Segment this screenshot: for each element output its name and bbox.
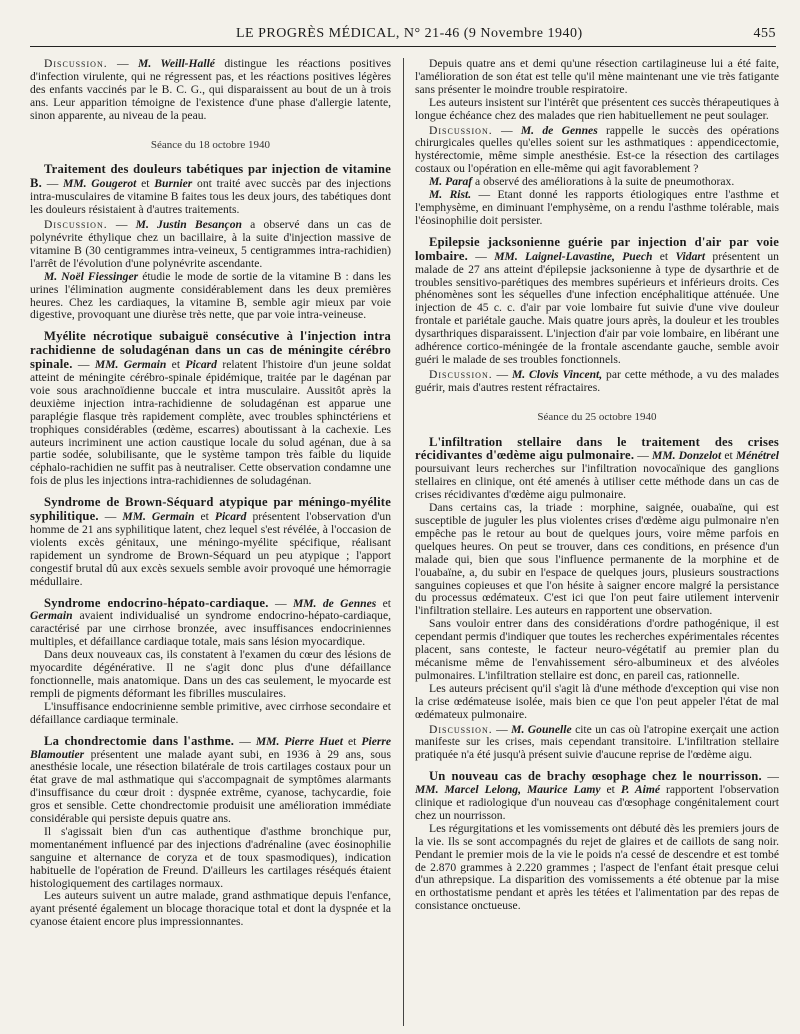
article-paragraph: L'infiltration stellaire dans le traitement des crises récidivantes d'œdème aigu pulmonaire. — MM. Donzelot et Ménétrel poursuivant leurs recherches sur l'infiltration novocaïnique des ganglions stellaires en clinique, ont été amenés à utiliser cette méthode dans un cas de crises récidivantes d'œdème aigu pulmonaire. — [415, 434, 779, 502]
article-paragraph: Les auteurs suivent un autre malade, grand asthmatique depuis l'enfance, ayant présenté également un blocage thoracique total et dont la dyspnée et la cyanose étaient encore plus impressionnantes. — [30, 889, 391, 929]
article-title: Syndrome endocrino-hépato-cardiaque. — [44, 595, 269, 610]
discussion-paragraph: Discussion. — M. Clovis Vincent, par cette méthode, a vu des malades guérir, mais d'autres restent réfractaires. — [415, 367, 779, 394]
session-heading: Séance du 25 octobre 1940 — [537, 410, 657, 423]
article-title: Un nouveau cas de brachy œsophage chez le nourrisson. — [429, 769, 762, 784]
article-jacksonian-epilepsy — [415, 236, 779, 395]
article-endocrino-hepato-cardiac — [30, 597, 391, 727]
article-paragraph: Les régurgitations et les vomissements ont débuté dès les premiers jours de la vie. Ils se sont accompagnés du rejet de glaires et de caillots de sang noir. Pendant le premier mois de la vie le poids n'a cessé de descendre et est tombé de 2.870 grammes à 2.220 grammes ; l'aspect de l'enfant était presque celui d'un athrepsique. La disparition des vomissements a été obtenue par la mise en orthostatisme pendant et après les tétées et l'alimentation par des repas de consistance onctueuse. — [415, 821, 779, 913]
article-paragraph: L'insuffisance endocrinienne semble primitive, avec cirrhose secondaire et défaillance cardiaque terminale. — [30, 699, 391, 726]
discussion-paragraph: Discussion. — M. Weill-Hallé distingue les réactions positives d'infection virulente, qui ne régressent pas, et les réactions positives légères des enfants vaccinés par le B. C. G., qui disparaissent au bout de un à trois ans. Leur apparition témoigne de l'existence d'une phase d'allergie latente, sinon apparente, au niveau de la peau. — [30, 58, 391, 122]
article-paragraph: Dans deux nouveaux cas, ils constatent à l'examen du cœur des lésions de myocardite dégénérative. Il ne s'agit donc plus d'une défaillance fonctionnelle, mais anatomique. Dans un des cas seulement, le myocarde est rempli de pigments déformant les fibrilles musculaires. — [30, 648, 391, 700]
article-paragraph: Myélite nécrotique subaiguë consécutive à l'injection intra rachidienne de soludagénan dans un cas de méningite cérébro spinale. — MM. Germain et Picard relatent l'histoire d'un jeune soldat atteint de méningite cérébro-spinale épidémique, traitée par le dagénan par voie sous arachnoïdienne buccale et intra musculaire. Aussitôt après la deuxième injection intra-rachidienne de soludagénan est apparue une paraplégie flasque très rapidement complète, avec troubles sphinctériens et trophiques considérables (œdème, escarres) aboutissant à la cachexie. Les auteurs incriminent une action caustique locale du solud agénan, due à sa partie sodée, solubilisante, que le système tampon très faible du liquide céphalo-rachidien ne suffit pas à neutraliser. Cette observation condamne une fois de plus les injections intra-rachidiennes de soludagénan. — [30, 329, 391, 488]
article-paragraph: Depuis quatre ans et demi qu'une résection cartilagineuse lui a été faite, l'amélioration de son état est telle qu'il mène maintenant une vie très fatigante sans présenter le moindre trouble respiratoire. — [415, 58, 779, 96]
article-paragraph: Traitement des douleurs tabétiques par injection de vitamine B. — MM. Gougerot et Burnier ont traité avec succès par des injections intra-musculaires de vitamine B faites tous les deux jours, des tabétiques dont les douleurs résistaient à d'autres traitements. — [30, 162, 391, 217]
article-title: Myélite nécrotique subaiguë consécutive à l'injection intra rachidienne de soludagénan dans un cas de méningite cérébro spinale. — [30, 329, 391, 372]
page-number: 455 — [753, 26, 776, 41]
column-divider — [403, 58, 404, 1026]
article-tabetic-pain — [30, 163, 391, 322]
discussion-paragraph: Discussion. — M. de Gennes rappelle le succès des opérations chirurgicales quelles qu'elles soient sur les asthmatiques : appendicectomie, hystérectomie, même simple anesthésie. Est-ce la résection des cartilages costaux ou l'opération en elle-même qui agit favorablement ? — [415, 123, 779, 176]
left-column — [30, 58, 391, 1028]
article-title: L'infiltration stellaire dans le traitement des crises récidivantes d'œdème aigu pulmonaire. — [415, 434, 779, 463]
discussion-paragraph: Discussion. — M. Gounelle cite un cas où l'atropine exerçait une action manifeste sur les crises, mais cependant transitoire. L'infiltration stellaire pratiquée n'a été jusqu'à présent suivie d'aucune reprise de l'œdème aigu. — [415, 722, 779, 762]
article-brachy-oesophagus — [415, 770, 779, 913]
discussion-paragraph: Discussion. — M. Justin Besançon a observé dans un cas de polynévrite éthylique chez un bacillaire, à la suite d'injection massive de vitamine B (30 centigrammes intra-veineux, 5 centigrammes intra-rachidien) l'arrêt de l'évolution d'une polynévrite ascendante. — [30, 218, 391, 270]
discussion-paragraph: M. Paraf a observé des améliorations à la suite de pneumothorax. — [429, 175, 735, 189]
article-paragraph: La chondrectomie dans l'asthme. — MM. Pierre Huet et Pierre Blamoutier présentent une malade ayant subi, en 1936 à 29 ans, sous anesthésie locale, une résection bilatérale de trois cartilages costaux pour un état grave de mal asthmatique qui s'accompagnait de symptômes alarmants d'insuffisance du cœur droit : dyspnée extrême, cyanose, tachycardie, foie gros et sensible. Cette chondrectomie produisit une amélioration immédiate considérable qui persiste depuis quatre ans. — [30, 733, 391, 826]
article-paragraph: Il s'agissait bien d'un cas authentique d'asthme bronchique pur, momentanément influencé par des injections d'adrénaline (avec éosinophilie sanguine et alternance de coryza et de toux spasmodiques), indication habituelle de l'opération de Freund. D'ailleurs les cartilages réséqués étaient histologiquement des cartilages normaux. — [30, 824, 391, 890]
article-title: Traitement des douleurs tabétiques par injection de vitamine B. — [30, 162, 391, 191]
article-paragraph: Syndrome de Brown-Séquard atypique par méningo-myélite syphilitique. — MM. Germain et Picard présentent l'observation d'un homme de 21 ans syphilitique latent, chez lequel s'est révélée, à l'occasion de violents excès génitaux, une méningo-myélite spécifique, réalisant rapidement un syndrome de Brown-Séquard un peu atypique ; l'apport congestif brutal dû aux excès sexuels semble avoir provoqué une hémorragie médullaire. — [30, 495, 391, 588]
article-myelitis — [30, 330, 391, 488]
article-title: Syndrome de Brown-Séquard atypique par méningo-myélite syphilitique. — [30, 495, 391, 524]
article-paragraph: Un nouveau cas de brachy œsophage chez le nourrisson. — MM. Marcel Lelong, Maurice Lamy et P. Aimé rapportent l'observation clinique et radiologique d'un nouveau cas d'œsophage congénitalement court chez un nourrisson. — [415, 769, 779, 822]
page-header — [30, 26, 776, 46]
right-column — [415, 58, 779, 1028]
journal-title: LE PROGRÈS MÉDICAL, N° 21-46 (9 Novembre 1940) — [236, 26, 583, 41]
discussion-paragraph: M. Noël Fiessinger étudie le mode de sortie de la vitamine B : dans les urines l'élimination augmente considérablement dans les deux premières heures. Chez les cardiaques, la vitamine B, semble agir mieux par voie digestive, provoquant une diurèse très nette, que par voie intra-veineuse. — [30, 269, 391, 322]
discussion-paragraph: M. Rist. — Etant donné les rapports étiologiques entre l'asthme et l'emphysème, en diminuant l'emphysème, on a rendu l'asthme tolérable, mais l'éosinophilie doit persister. — [415, 188, 779, 227]
article-paragraph: Sans vouloir entrer dans des considérations d'ordre pathogénique, il est cependant permis d'indiquer que toutes les recherches expérimentales récentes placent, sans conteste, le facteur neuro-végétatif au premier plan du mécanisme même de l'envahissement séro-albumineux et des alvéoles pulmonaires. L'infiltration stellaire est donc, en pareil cas, rationnelle. — [415, 617, 779, 682]
header-rule — [30, 46, 776, 47]
article-paragraph: Epilepsie jacksonienne guérie par injection d'air par voie lombaire. — MM. Laignel-Lavastine, Puech et Vidart présentent un malade de 27 ans atteint d'épilepsie jacksonienne à type de dysarthrie et de troubles sensitivo-parétiques des membres supérieurs et inférieurs droits. Ces phénomènes sont les séquelles d'une infection encéphalitique atténuée. Une injection de 45 c. c. d'air par voie lombaire fut suivie d'une vive douleur frontale et pariétale gauche. Mais quatre jours après, la douleur et les troubles dysarthriques disparaissent. L'injection d'air par voie lombaire, en libérant une adhérence cortico-méningée de la frontale ascendante gauche, semble avoir guéri le malade de ses troubles fonctionnels. — [415, 234, 779, 366]
article-chondrectomy — [30, 735, 391, 930]
article-paragraph: Syndrome endocrino-hépato-cardiaque. — MM. de Gennes et Germain avaient individualisé un syndrome endocrino-hépato-cardiaque, caractérisé par une cirrhose bronzée, avec insuffisances endocriniennes multiples, et défaillance cardiaque totale, mais sans lésion myocardique. — [30, 595, 391, 649]
article-paragraph: Dans certains cas, la triade : morphine, saignée, ouabaïne, qui est susceptible de juguler les plus violentes crises d'œdème aigu pulmonaire n'en empêche pas le retour au bout de quelques jours, voire même parfois en quelques heures. On peut se trouver, dans ces conditions, en présence d'un malade qui, bien que sous l'influence permanente de la morphine et de l'ouabaïne, a, du subir en l'espace de quelques jours, plusieurs soustractions sanguines copieuses et que l'on hésite à saigner encore malgré la persistance du processus œdémateux. C'est ici que l'on peut faire utilement intervenir l'infiltration stellaire. Les auteurs en rapportent une observation. — [415, 501, 779, 618]
article-stellate-infiltration — [415, 436, 779, 763]
session-heading: Séance du 18 octobre 1940 — [150, 138, 271, 151]
article-paragraph: Les auteurs insistent sur l'intérêt que présentent ces succès thérapeutiques à longue échéance chez des malades que rien habituellement ne peut soulager. — [415, 95, 779, 122]
author-name: M. Weill-Hallé — [138, 58, 215, 70]
article-brown-sequard — [30, 496, 391, 588]
article-title: La chondrectomie dans l'asthme. — [44, 733, 235, 748]
article-paragraph: Les auteurs précisent qu'il s'agit là d'une méthode d'exception qui vise non la crise œdémateuse isolée, mais bien ce que l'on peut appeler l'état de mal œdémateux pulmonaire. — [415, 681, 779, 721]
article-title: Epilepsie jacksonienne guérie par injection d'air par voie lombaire. — [415, 234, 779, 263]
